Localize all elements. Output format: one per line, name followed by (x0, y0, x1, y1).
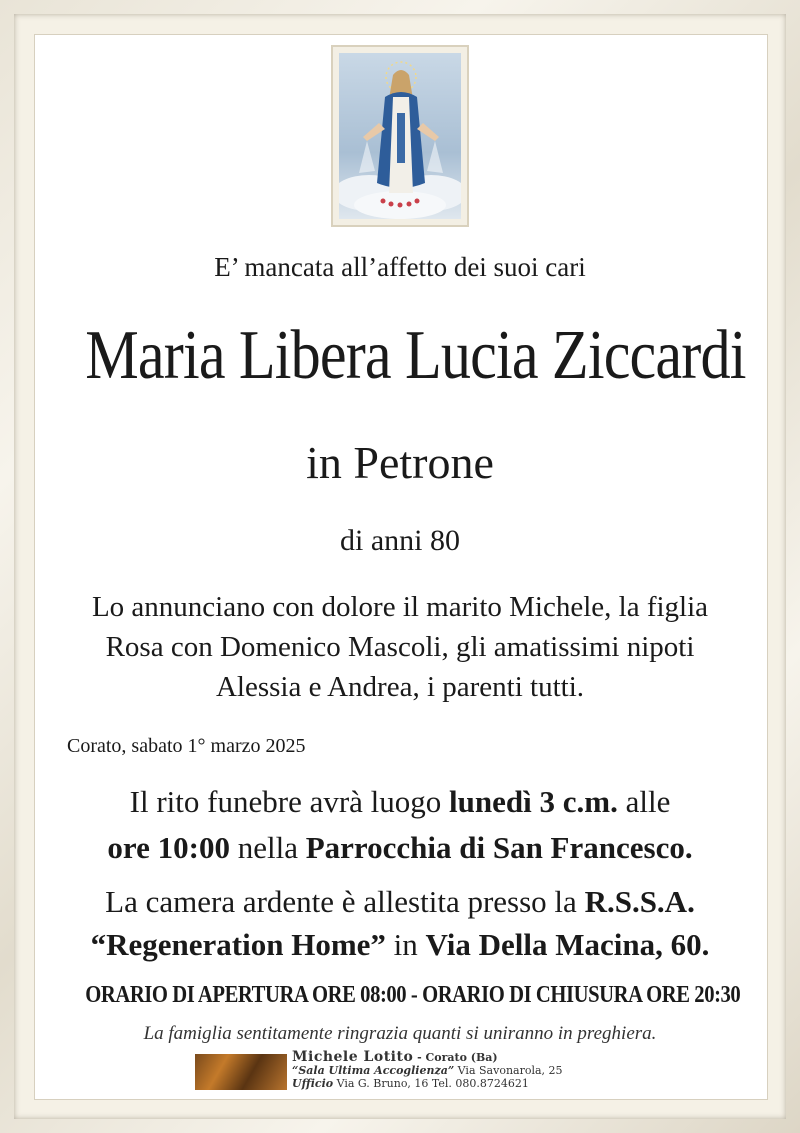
funeral-text: Il rito funebre avrà luogo (129, 784, 450, 819)
announcement-line: Alessia e Andrea, i parenti tutti. (215, 671, 585, 703)
opening-hours: ORARIO DI APERTURA ORE 08:00 - ORARIO DI CHIUSURA ORE 20:30 (85, 982, 741, 1008)
funeral-text: in (385, 927, 426, 962)
agency-city: - Corato (Ba) (413, 1051, 498, 1064)
madonna-image (331, 45, 469, 227)
funeral-facility-name: “Regeneration Home” (90, 927, 386, 962)
deceased-name: Maria Libera Lucia Ziccardi (85, 317, 746, 394)
married-name: in Petrone (306, 437, 494, 488)
agency-room: “Sala Ultima Accoglienza” (292, 1064, 455, 1077)
agency-office-address: Via G. Bruno, 16 Tel. 080.8724621 (333, 1077, 529, 1090)
announcement-line: Lo annunciano con dolore il marito Michele, la figlia (91, 591, 709, 623)
funeral-address: Via Della Macina, 60. (425, 927, 710, 962)
dateline: Corato, sabato 1° marzo 2025 (67, 735, 306, 757)
thanks-text: La famiglia sentitamente ringrazia quanti si uniranno in preghiera. (143, 1023, 657, 1044)
funeral-line-1 (34, 784, 766, 820)
funeral-time: ore 10:00 (107, 830, 230, 865)
funeral-text: La camera ardente è allestita presso la (105, 884, 585, 919)
funeral-day: lunedì 3 c.m. (449, 784, 618, 819)
funeral-line-2 (34, 830, 766, 866)
funeral-facility: R.S.S.A. (584, 884, 695, 919)
madonna-illustration (339, 53, 461, 219)
funeral-church: Parrocchia di San Francesco. (305, 830, 693, 865)
funeral-line-4 (34, 927, 766, 963)
agency-logo-image (195, 1054, 287, 1090)
agency-room-address: Via Savonarola, 25 (454, 1064, 563, 1077)
funeral-text: nella (229, 830, 306, 865)
agency-office-label: Ufficio (292, 1077, 334, 1090)
funeral-agency-block (292, 1051, 563, 1090)
funeral-text: alle (617, 784, 671, 819)
announcement-line: Rosa con Domenico Mascoli, gli amatissimi nipoti (105, 631, 695, 663)
agency-name: Michele Lotito (292, 1049, 414, 1065)
age-text: di anni 80 (340, 524, 460, 557)
intro-text: E’ mancata all’affetto dei suoi cari (214, 252, 586, 282)
funeral-line-3 (34, 884, 766, 920)
